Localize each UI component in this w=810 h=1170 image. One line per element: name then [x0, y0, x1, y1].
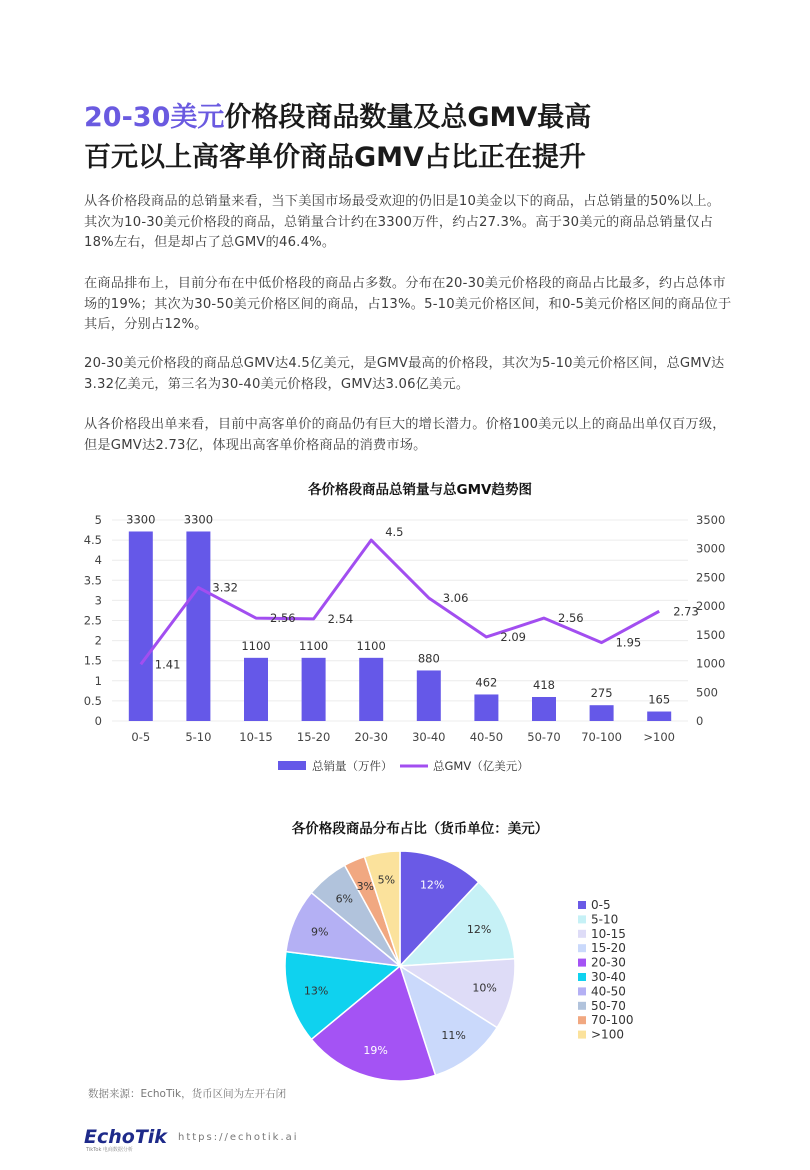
legend-label: 40-50: [591, 984, 626, 999]
legend-swatch-0-5: [578, 901, 586, 909]
bar->100: [647, 712, 671, 721]
legend-bar-label: 总销量（万件）: [312, 759, 393, 773]
data-source-note: 数据来源：EchoTik，货币区间为左开右闭: [88, 1088, 287, 1100]
combo-chart: [0, 500, 810, 800]
pie-slice-label: 3%: [356, 879, 375, 893]
pie-chart-title: 各价格段商品分布占比（货币单位：美元）: [291, 821, 549, 837]
legend-swatch-15-20: [578, 944, 586, 952]
line-value-label: 4.5: [385, 525, 404, 540]
bar-value-label: 3300: [126, 512, 156, 527]
legend-label: 15-20: [591, 941, 626, 956]
legend-swatch-30-40: [578, 973, 586, 981]
line-value-label: 2.54: [327, 611, 354, 626]
legend-swatch-50-70: [578, 1002, 586, 1010]
bar-value-label: 1100: [298, 638, 329, 653]
left-axis-tick-label: 4.5: [83, 533, 102, 548]
legend-line-label: 总GMV（亿美元）: [433, 759, 529, 773]
pie-slice-label: 5%: [377, 873, 396, 887]
x-axis-tick-label: 20-30: [354, 730, 388, 744]
pie-slice-label: 10%: [472, 981, 497, 995]
gmv-line: [141, 540, 659, 664]
bar-15-20: [302, 658, 326, 721]
bar-value-label: 165: [648, 692, 671, 707]
line-value-label: 1.41: [154, 657, 181, 672]
right-axis-tick-label: 1000: [696, 656, 726, 671]
left-axis-tick-label: 5: [94, 513, 102, 527]
bar-10-15: [244, 658, 268, 721]
legend-swatch-70-100: [578, 1016, 586, 1024]
right-axis-tick-label: 1500: [696, 627, 726, 642]
legend-label: 70-100: [591, 1013, 634, 1028]
bar-0-5: [129, 531, 153, 721]
bar-value-label: 3300: [183, 512, 214, 527]
paragraph-4: 从各价格段出单来看，目前中高客单价的商品仍有巨大的增长潜力。价格100美元以上的商品出单仅百万级，但是GMV达2.73亿，体现出高客单价格商品的消费市场。: [84, 417, 726, 453]
right-axis-tick-label: 2000: [696, 599, 726, 614]
page-title-line2: 百元以上高客单价商品GMV占比正在提升: [84, 142, 586, 173]
right-axis-tick-label: 3500: [696, 513, 726, 527]
line-value-label: 2.56: [558, 611, 584, 626]
website-link[interactable]: https://echotik.ai: [178, 1132, 299, 1143]
left-axis-tick-label: 1.5: [83, 653, 102, 668]
pie-slice-label: 12%: [466, 922, 492, 936]
x-axis-tick-label: 5-10: [185, 730, 212, 744]
title-highlight: 20-30美元: [84, 102, 225, 133]
title-rest: 价格段商品数量及总GMV最高: [224, 102, 592, 133]
x-axis-tick-label: >100: [643, 730, 675, 744]
bar-30-40: [417, 670, 441, 721]
legend-label: >100: [591, 1027, 624, 1042]
right-axis-tick-label: 3000: [696, 541, 726, 556]
x-axis-tick-label: 40-50: [469, 730, 504, 744]
legend-label: 20-30: [591, 955, 626, 970]
bar-chart-title: 各价格段商品总销量与总GMV趋势图: [308, 482, 532, 498]
echotik-logo-subtitle: TikTok 电商数据分析: [86, 1147, 133, 1153]
x-axis-tick-label: 30-40: [412, 730, 446, 744]
x-axis-tick-label: 0-5: [131, 730, 151, 744]
line-value-label: 3.06: [442, 590, 469, 605]
left-axis-tick-label: 2.5: [83, 613, 102, 628]
left-axis-tick-label: 3: [94, 593, 102, 608]
bar-value-label: 418: [533, 677, 555, 692]
line-value-label: 2.09: [500, 629, 527, 644]
legend-label: 5-10: [591, 912, 619, 927]
bar-5-10: [186, 531, 210, 721]
legend-swatch->100: [578, 1031, 586, 1039]
x-axis-tick-label: 15-20: [296, 730, 331, 744]
line-value-label: 2.56: [270, 611, 296, 626]
bar-50-70: [532, 697, 556, 721]
line-value-label: 1.95: [615, 635, 642, 650]
pie-chart: [0, 840, 810, 1090]
x-axis-tick-label: 50-70: [527, 730, 561, 744]
legend-swatch-40-50: [578, 987, 586, 995]
right-axis-tick-label: 0: [696, 714, 704, 728]
right-axis-tick-label: 2500: [696, 570, 726, 585]
left-axis-tick-label: 0: [94, 714, 102, 728]
pie-slice-label: 19%: [363, 1043, 388, 1057]
bar-20-30: [359, 658, 383, 721]
bar-40-50: [474, 694, 498, 721]
line-value-label: 3.32: [212, 580, 239, 595]
pie-slice-label: 6%: [335, 892, 354, 906]
legend-swatch-10-15: [578, 930, 586, 938]
pie-slice-label: 12%: [419, 878, 445, 892]
legend-label: 0-5: [591, 898, 611, 912]
legend-bar-swatch: [278, 761, 306, 770]
left-axis-tick-label: 4: [94, 553, 102, 568]
left-axis-tick-label: 3.5: [83, 573, 102, 588]
bar-70-100: [590, 705, 614, 721]
bar-value-label: 275: [590, 686, 613, 701]
line-value-label: 2.73: [673, 604, 699, 619]
legend-swatch-5-10: [578, 915, 586, 923]
pie-slice-label: 9%: [311, 925, 329, 939]
bar-value-label: 880: [417, 651, 440, 666]
legend-label: 10-15: [591, 926, 626, 941]
paragraph-3: 20-30美元价格段的商品总GMV达4.5亿美元，是GMV最高的价格段，其次为5-10美元价格区间，总GMV达3.32亿美元，第三名为30-40美元价格段，GMV达3.06亿美元。: [84, 356, 725, 392]
paragraph-2: 在商品排布上，目前分布在中低价格段的商品占多数。分布在20-30美元价格段的商品占比最多，约占总体市场的19%；其次为30-50美元价格区间的商品，占13%。5-10美元价格区间，和0-5美元价格区间的商品位于其后，分别占12%。: [84, 276, 732, 332]
left-axis-tick-label: 1: [94, 673, 102, 688]
pie-slice-label: 11%: [441, 1029, 466, 1043]
x-axis-tick-label: 70-100: [581, 730, 622, 744]
legend-label: 50-70: [591, 998, 626, 1013]
right-axis-tick-label: 500: [696, 685, 718, 700]
left-axis-tick-label: 0.5: [83, 693, 102, 708]
bar-value-label: 1100: [241, 638, 271, 653]
paragraph-1: 从各价格段商品的总销量来看，当下美国市场最受欢迎的仍旧是10美金以下的商品，占总销量的50%以上。其次为10-30美元价格段的商品，总销量合计约在3300万件，约占27.3%。高于30美元的商品总销量仅占18%左右，但是却占了总GMV的46.4%。: [84, 194, 721, 250]
legend-swatch-20-30: [578, 959, 586, 967]
left-axis-tick-label: 2: [94, 633, 102, 648]
bar-value-label: 1100: [356, 638, 386, 653]
pie-slice-label: 13%: [303, 984, 329, 998]
x-axis-tick-label: 10-15: [239, 730, 273, 744]
legend-label: 30-40: [591, 970, 626, 984]
bar-value-label: 462: [475, 675, 498, 690]
echotik-logo: EchoTik: [84, 1126, 167, 1148]
page-title-line1: [84, 98, 591, 138]
